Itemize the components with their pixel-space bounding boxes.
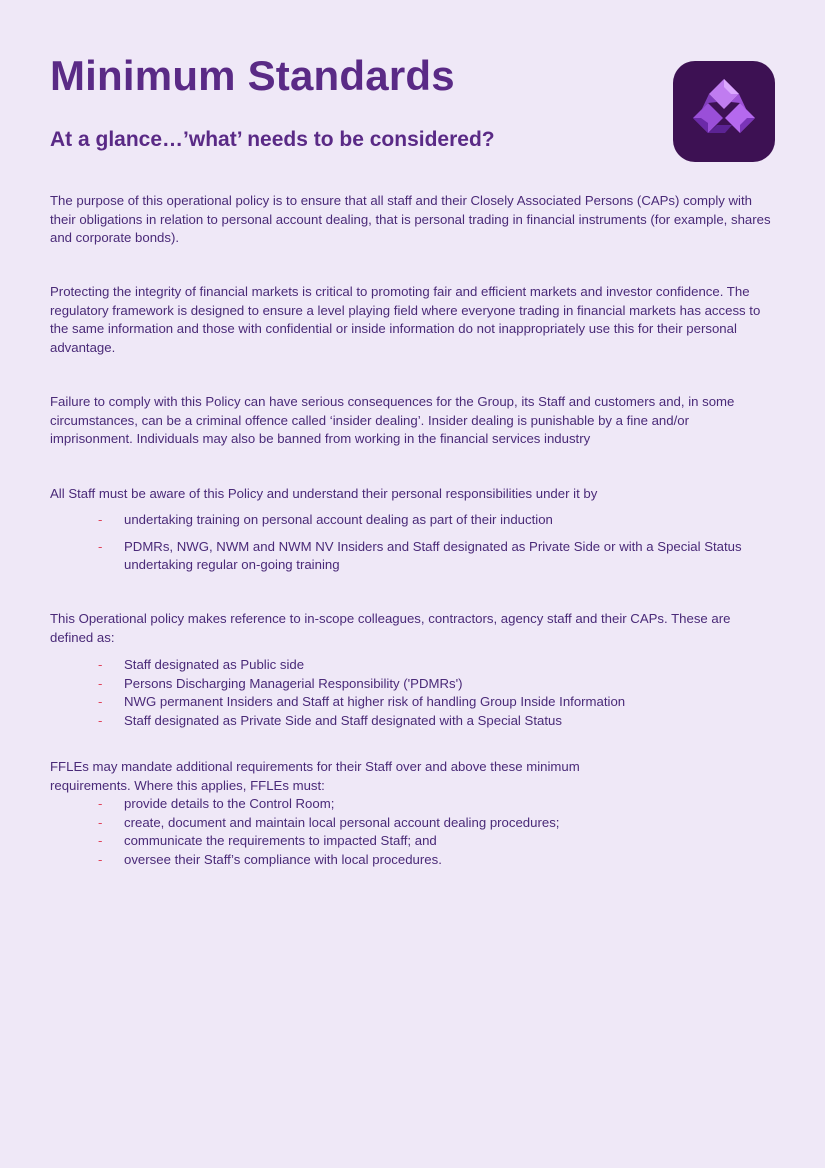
- dash-bullet: -: [98, 657, 103, 672]
- dash-bullet: -: [98, 675, 103, 691]
- purpose-paragraph: The purpose of this operational policy is to ensure that all staff and their Closely Associated Persons (CAPs) comply with their obligations in relation to personal account dealing, that is personal trading in financial instruments (for example, shares and corporate bonds).: [50, 193, 771, 246]
- list-item: - Staff designated as Public side: [98, 656, 758, 675]
- natwest-cube-logo-icon: [673, 61, 775, 162]
- failure-paragraph: Failure to comply with this Policy can have serious consequences for the Group, its Staff and customers and, in some circumstances, can be a criminal offence called ‘insider dealing’. Insider dealing is punishable by a fine and/or imprisonment. Individuals may also be banned from working in the financial services industry: [50, 394, 735, 447]
- list-item: - provide details to the Control Room;: [98, 795, 758, 814]
- dash-bullet: -: [98, 512, 103, 527]
- page-subtitle: At a glance…’what’ needs to be considered?: [50, 128, 495, 151]
- dash-bullet: -: [98, 852, 103, 868]
- list-item: - create, document and maintain local personal account dealing procedures;: [98, 814, 758, 833]
- list-item: - oversee their Staff’s compliance with local procedures.: [98, 851, 758, 870]
- integrity-paragraph: Protecting the integrity of financial markets is critical to promoting fair and efficient markets and investor confidence. The regulatory framework is designed to ensure a level playing field where everyone trading in financial markets has access to the same information and those with confidential or inside information do not inappropriately use this for their personal advantage.: [50, 284, 761, 356]
- dash-bullet: -: [98, 694, 103, 710]
- dash-bullet: -: [98, 538, 103, 554]
- list-item: - PDMRs, NWG, NWM and NWM NV Insiders and Staff designated as Private Side or with a Special Status undertaking regular on-going training: [98, 538, 742, 573]
- awareness-paragraph: All Staff must be aware of this Policy and understand their personal responsibilities under it by: [50, 486, 598, 501]
- list-item: - undertaking training on personal account dealing as part of their induction: [98, 511, 758, 530]
- ffles-list: [98, 795, 758, 870]
- list-item: - NWG permanent Insiders and Staff at higher risk of handling Group Inside Information: [98, 693, 758, 712]
- dash-bullet: -: [98, 814, 103, 830]
- ffles-paragraph: FFLEs may mandate additional requirements for their Staff over and above these minimum requirements. Where this applies, FFLEs must:: [50, 759, 580, 793]
- awareness-list: [98, 511, 758, 583]
- dash-bullet: -: [98, 713, 103, 729]
- list-item: - Persons Discharging Managerial Responsibility ('PDMRs'): [98, 675, 758, 694]
- list-item: - Staff designated as Private Side and Staff designated with a Special Status: [98, 712, 758, 731]
- scope-paragraph: This Operational policy makes reference to in-scope colleagues, contractors, agency staff and their CAPs. These are defined as:: [50, 611, 731, 645]
- page-title: Minimum Standards: [50, 52, 455, 99]
- dash-bullet: -: [98, 833, 103, 849]
- list-item: - communicate the requirements to impacted Staff; and: [98, 832, 758, 851]
- scope-list: [98, 656, 758, 731]
- dash-bullet: -: [98, 796, 103, 811]
